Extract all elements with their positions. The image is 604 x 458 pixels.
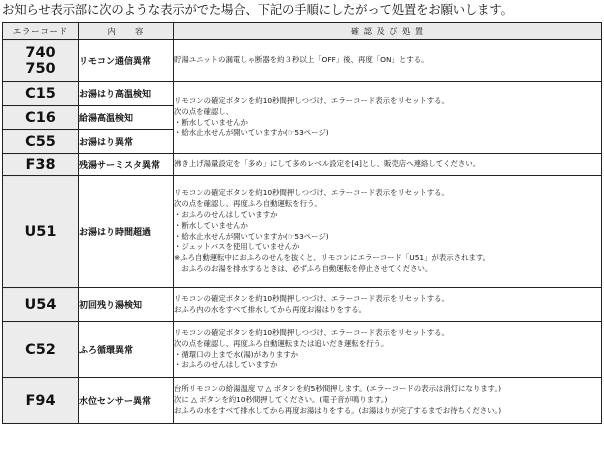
error-code: C16 (25, 109, 56, 126)
action-line: 貯湯ユニットの漏電しゃ断器を約３秒以上「OFF」後、再度「ON」とする。 (174, 55, 429, 65)
action-line: 次の点を確認し、再度ふろ自動運転または追いだき運転を行う。 (174, 338, 389, 348)
error-name: 給湯高温検知 (79, 106, 174, 130)
error-code-cell (3, 378, 79, 424)
error-name: お湯はり時間超過 (79, 176, 174, 288)
error-name: 残湯サーミスタ異常 (79, 154, 174, 176)
action-line: ・給水止水せんが開いていますか(☞53ページ) (174, 231, 329, 241)
table-row (3, 40, 602, 82)
action-line: リモコンの確定ボタンを約10秒間押しつづけ、エラーコード表示をリセットする。 (174, 293, 449, 303)
error-code-cell (3, 154, 79, 176)
table-row (3, 378, 602, 424)
action-cell (174, 378, 602, 424)
action-line: リモコンの確定ボタンを約10秒間押しつづけ、エラーコード表示をリセットする。 (174, 327, 449, 337)
error-name: ふろ循環異常 (79, 322, 174, 378)
action-cell (174, 82, 602, 154)
table-header-row (3, 23, 602, 40)
action-line: ・給水止水せんが開いていますか(☞53ページ) (174, 128, 329, 138)
error-name: リモコン通信異常 (79, 40, 174, 82)
error-name: お湯はり異常 (79, 130, 174, 154)
error-code: C52 (25, 341, 56, 358)
action-line: ・ジェットバスを使用していませんか (174, 242, 300, 252)
error-code-cell (3, 130, 79, 154)
action-line: おふろの水をすべて排水してから再度お湯はりをする。(お湯はりが完了するまでお待ちください。) (174, 405, 502, 415)
header-content: 内 容 (79, 23, 174, 40)
error-name: お湯はり高温検知 (79, 82, 174, 106)
error-code-cell (3, 176, 79, 288)
action-line: 沸き上げ湯量設定を「多め」にして多めレベル設定を[4]とし、販売店へ連絡してください。 (174, 159, 481, 169)
error-code: 750 (25, 60, 56, 77)
error-code: F38 (25, 156, 56, 173)
error-code: U54 (24, 296, 57, 313)
action-line: ・断水していませんか (174, 220, 248, 230)
error-code: C15 (25, 85, 56, 102)
action-cell (174, 322, 602, 378)
action-cell (174, 176, 602, 288)
error-code: C55 (25, 133, 56, 150)
table-row (3, 288, 602, 322)
action-line: ・おふろのせんはしていますか (174, 360, 278, 370)
page-heading: お知らせ表示部に次のような表示がでた場合、下記の手順にしたがって処置をお願いします。 (2, 2, 513, 17)
action-line: ※ふろ自動運転中におふろのせんを抜くと、リモコンにエラーコード「U51」が表示されます。 (174, 253, 491, 263)
table-row (3, 322, 602, 378)
error-code-cell (3, 40, 79, 82)
error-code-cell (3, 82, 79, 106)
action-line: リモコンの確定ボタンを約10秒間押しつづけ、エラーコード表示をリセットする。 (174, 95, 449, 105)
error-code-cell (3, 322, 79, 378)
action-line: ・おふろのせんはしていますか (174, 209, 278, 219)
action-line: ・断水していませんか (174, 117, 248, 127)
table-row (3, 82, 602, 106)
action-line: 台所リモコンの給湯温度 ▽ △ ボタンを約5秒間押します。(エラーコードの表示は消灯になります。) (174, 384, 502, 394)
error-name: 水位センサー異常 (79, 378, 174, 424)
header-error-code: エラーコード (3, 23, 79, 40)
action-line: 次に △ ボタンを約10秒間押してください。(電子音が鳴ります。) (174, 395, 388, 405)
error-code: U51 (24, 223, 57, 240)
action-cell (174, 288, 602, 322)
table-row (3, 154, 602, 176)
action-line: ・循環口の上まで水(湯)がありますか (174, 349, 299, 359)
action-line: おふろのお湯を排水するときは、必ずふろ自動運転を停止させてください。 (174, 263, 433, 273)
table-row (3, 176, 602, 288)
action-line: 次の点を確認し、再度ふろ自動運転を行う。 (174, 199, 322, 209)
action-cell (174, 40, 602, 82)
error-name: 初回残り湯検知 (79, 288, 174, 322)
error-code: F94 (25, 392, 56, 409)
header-action: 確 認 及 び 処 置 (174, 23, 602, 40)
action-cell (174, 154, 602, 176)
action-line: リモコンの確定ボタンを約10秒間押しつづけ、エラーコード表示をリセットする。 (174, 188, 449, 198)
error-code-cell (3, 288, 79, 322)
error-code-cell (3, 106, 79, 130)
error-code-table (2, 22, 602, 424)
error-code: 740 (25, 44, 56, 61)
action-line: おふろ内の水をすべて排水してから再度お湯はりをする。 (174, 304, 367, 314)
action-line: 次の点を確認し、 (174, 106, 234, 116)
